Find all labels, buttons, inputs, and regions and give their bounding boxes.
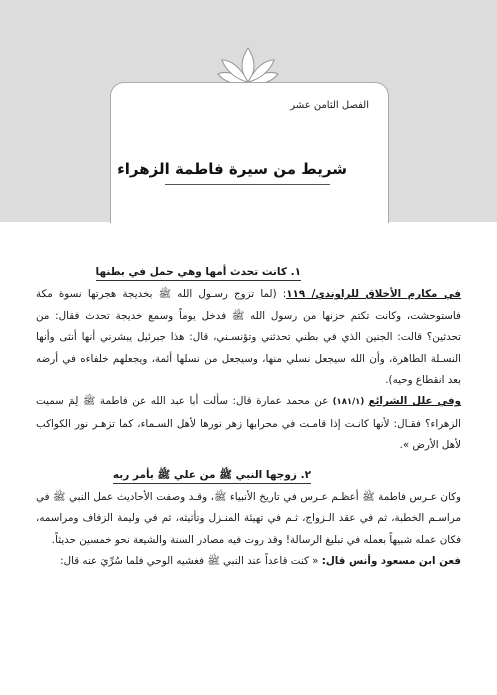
page-body <box>36 262 461 573</box>
chapter-title: شريط من سيرة فاطمة الزهراء <box>117 160 347 178</box>
paragraph-text: عن محمد عمارة قال: سألت أبا عبد الله عن فاطمة ﷺ لِمَ سميت الزهراء؟ فقـال: لأنها كانـت إذا قامـت في محرابها زهر نورها لأهل السـماء، كما تزهـر نور الكواكب لأهل الأرض ». <box>36 395 461 452</box>
source-reference: وفي علل الشرائع <box>368 395 461 408</box>
paragraph-4 <box>36 551 461 572</box>
chapter-label: الفصل الثامن عشر <box>290 100 369 111</box>
section-heading-1: ١. كانت تحدث أمها وهي حمل في بطنها <box>36 262 461 283</box>
source-reference: في مكارم الأخلاق للراوندي/ ١١٩ <box>286 288 462 301</box>
paragraph-text: : (لما تزوج رسـول الله ﷺ بخديجة هجرتها نسوة مكة فاستوحشت، وكانت تكتم حزنها من رسول الله ﷺ فدخل يوماً وسمع خديجة تحدث فقال: من تحدثين؟ قالت: الجنين الذي في بطني تحدثني وتؤنسـني، قال: هذا جبرئيل يبشرني أنها أنثى وأنها النسـلة الطاهرة، وأن الله سيجعل نسلي منها، وسيجعل من نسلها أئمة، ويجعلهم خلفاءه في أرضه بعد انقطاع وحيه). <box>36 288 461 387</box>
paragraph-2 <box>36 391 461 456</box>
paragraph-text: « كنت قاعداً عند النبي ﷺ فغشيه الوحي فلما سُرِّيَ عنه قال: <box>60 555 322 568</box>
paragraph-text: وكان عـرس فاطمة ﷺ أعظـم عـرس في تاريخ الأنبياء ﷺ، وقـد وصفت الأحاديث عمل النبي ﷺ في مراسـم الخطبة، ثم في عقد الـزواج، ثـم في تهيئة المنـزل وتأثيثه، ثم في وليمة الزفاف ومراسمه، فكان عمله شبيهاً بعمله في تبليغ الرسالة! وقد روت فيه مصادر السنة والشيعة نحو خمسين حديثاً. <box>36 491 461 546</box>
source-reference-number: (١٨١/١) <box>328 397 369 408</box>
paragraph-3 <box>36 487 461 551</box>
title-underline <box>165 184 330 185</box>
source-reference: فعن ابن مسعود وأنس قال: <box>321 555 461 568</box>
paragraph-1 <box>36 284 461 391</box>
section-heading-2: ٢. زوجها النبي ﷺ من علي ﷺ بأمر ربه <box>36 465 461 486</box>
